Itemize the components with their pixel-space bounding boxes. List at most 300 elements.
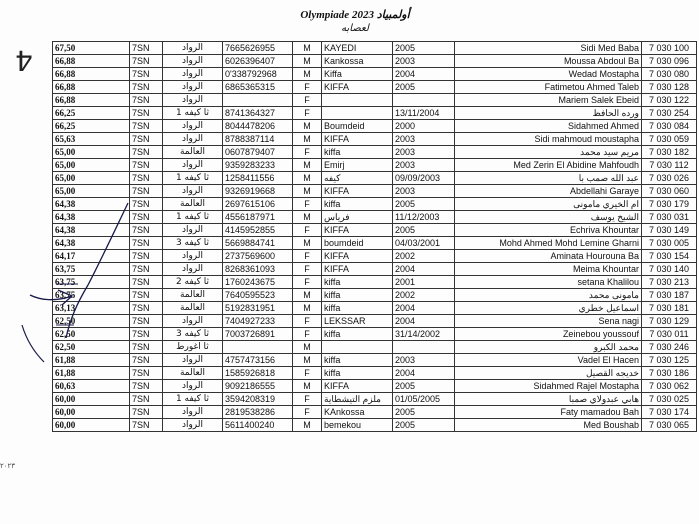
name-cell: ام الخيري مامونى [455,198,642,211]
city-cell: kiffa [322,328,393,341]
phone-cell: 9326919668 [223,185,293,198]
table-row [53,263,697,276]
id-cell: 7 030 080 [642,68,697,81]
class-cell: 7SN [130,276,163,289]
id-cell: 7 030 181 [642,302,697,315]
school-cell: الرواد [163,263,223,276]
school-cell: ثا كيفه 1 [163,172,223,185]
name-cell: Faty mamadou Bah [455,406,642,419]
class-cell: 7SN [130,120,163,133]
school-cell: الرواد [163,185,223,198]
birthdate-cell [393,341,455,354]
id-cell: 7 030 026 [642,172,697,185]
sex-cell: M [293,354,322,367]
id-cell: 7 030 182 [642,146,697,159]
score-cell: 66,88 [53,55,130,68]
school-cell: الرواد [163,159,223,172]
birthdate-cell: 2004 [393,302,455,315]
sex-cell: F [293,315,322,328]
city-cell [322,94,393,107]
class-cell: 7SN [130,237,163,250]
phone-cell: 4556187971 [223,211,293,224]
city-cell: KAYEDI [322,42,393,55]
score-cell: 60,00 [53,393,130,406]
document-subtitle: لعصابه [341,23,369,34]
phone-cell: 7003726891 [223,328,293,341]
school-cell: ثا كيفه 1 [163,211,223,224]
score-cell: 66,88 [53,81,130,94]
id-cell: 7 030 025 [642,393,697,406]
name-cell: الشيخ يوسف [455,211,642,224]
class-cell: 7SN [130,341,163,354]
table-row [53,81,697,94]
id-cell: 7 030 149 [642,224,697,237]
name-cell: Sidahmed Ahmed [455,120,642,133]
score-cell: 65,00 [53,146,130,159]
score-cell: 61,88 [53,367,130,380]
city-cell: ملزم التيشطاية [322,393,393,406]
class-cell: 7SN [130,211,163,224]
table-row [53,185,697,198]
school-cell: الرواد [163,120,223,133]
birthdate-cell: 2005 [393,419,455,432]
birthdate-cell [393,94,455,107]
school-cell: الرواد [163,81,223,94]
results-table [52,41,697,432]
phone-cell: 2737569600 [223,250,293,263]
score-cell: 63,13 [53,302,130,315]
table-row [53,68,697,81]
city-cell: فرياس [322,211,393,224]
class-cell: 7SN [130,367,163,380]
city-cell: kiffa [322,146,393,159]
name-cell: Sena nagi [455,315,642,328]
id-cell: 7 030 186 [642,367,697,380]
school-cell: الرواد [163,315,223,328]
city-cell: KIFFA [322,133,393,146]
id-cell: 7 030 179 [642,198,697,211]
table-row [53,419,697,432]
city-cell: KIFFA [322,224,393,237]
id-cell: 7 030 062 [642,380,697,393]
table-row [53,380,697,393]
city-cell: Emirj [322,159,393,172]
city-cell: bemekou [322,419,393,432]
sex-cell: M [293,159,322,172]
city-cell: KAnkossa [322,406,393,419]
birthdate-cell: 13/11/2004 [393,107,455,120]
name-cell: Sidahmed Rajel Mostapha [455,380,642,393]
city-cell: Kiffa [322,68,393,81]
phone-cell: 0'338792968 [223,68,293,81]
birthdate-cell: 11/12/2003 [393,211,455,224]
name-cell: محمد الكبرو [455,341,642,354]
score-cell: 63,75 [53,276,130,289]
school-cell: العالمة [163,367,223,380]
class-cell: 7SN [130,419,163,432]
birthdate-cell: 31/14/2002 [393,328,455,341]
class-cell: 7SN [130,94,163,107]
name-cell: Med Boushab [455,419,642,432]
phone-cell: 8788387114 [223,133,293,146]
sex-cell: F [293,107,322,120]
class-cell: 7SN [130,354,163,367]
school-cell: الرواد [163,133,223,146]
name-cell: Echriva Khountar [455,224,642,237]
table-row [53,133,697,146]
table-row [53,315,697,328]
phone-cell: 7404927233 [223,315,293,328]
id-cell: 7 030 254 [642,107,697,120]
sex-cell: F [293,276,322,289]
class-cell: 7SN [130,393,163,406]
school-cell: الرواد [163,42,223,55]
score-cell: 63,75 [53,289,130,302]
id-cell: 7 030 005 [642,237,697,250]
id-cell: 7 030 122 [642,94,697,107]
city-cell: kiffa [322,354,393,367]
sex-cell: M [293,133,322,146]
birthdate-cell: 01/05/2005 [393,393,455,406]
score-cell: 60,63 [53,380,130,393]
class-cell: 7SN [130,68,163,81]
score-cell: 62,50 [53,315,130,328]
name-cell: Meima Khountar [455,263,642,276]
city-cell: Boumdeid [322,120,393,133]
birthdate-cell: 2005 [393,224,455,237]
table-row [53,237,697,250]
phone-cell: 3594208319 [223,393,293,406]
city-cell: boumdeid [322,237,393,250]
birthdate-cell: 2003 [393,55,455,68]
phone-cell: 9359283233 [223,159,293,172]
school-cell: الرواد [163,354,223,367]
school-cell: ثا اغورط [163,341,223,354]
birthdate-cell: 04/03/2001 [393,237,455,250]
score-cell: 64,38 [53,224,130,237]
name-cell: عبد الله صمب با [455,172,642,185]
id-cell: 7 030 059 [642,133,697,146]
phone-cell: 4145952855 [223,224,293,237]
phone-cell: 1258411556 [223,172,293,185]
birthdate-cell: 2005 [393,81,455,94]
city-cell: KIFFA [322,380,393,393]
sex-cell: M [293,211,322,224]
sex-cell: M [293,120,322,133]
id-cell: 7 030 112 [642,159,697,172]
phone-cell: 9092186555 [223,380,293,393]
school-cell: الرواد [163,250,223,263]
sex-cell: M [293,380,322,393]
id-cell: 7 030 011 [642,328,697,341]
school-cell: العالمة [163,146,223,159]
sex-cell: F [293,328,322,341]
birthdate-cell: 2004 [393,68,455,81]
class-cell: 7SN [130,133,163,146]
score-cell: 66,88 [53,68,130,81]
score-cell: 67,50 [53,42,130,55]
school-cell: ثا كيفه 3 [163,237,223,250]
score-cell: 63,75 [53,263,130,276]
score-cell: 64,38 [53,237,130,250]
table-row [53,94,697,107]
id-cell: 7 030 187 [642,289,697,302]
city-cell [322,107,393,120]
table-row [53,107,697,120]
name-cell: Vadel El Hacen [455,354,642,367]
class-cell: 7SN [130,250,163,263]
class-cell: 7SN [130,146,163,159]
score-cell: 65,00 [53,185,130,198]
score-cell: 66,88 [53,94,130,107]
school-cell: العالمة [163,198,223,211]
birthdate-cell: 2003 [393,133,455,146]
table-row [53,250,697,263]
id-cell: 7 030 060 [642,185,697,198]
score-cell: 64,38 [53,211,130,224]
id-cell: 7 030 084 [642,120,697,133]
sex-cell: F [293,81,322,94]
id-cell: 7 030 100 [642,42,697,55]
school-cell: الرواد [163,380,223,393]
birthdate-cell: 2002 [393,250,455,263]
class-cell: 7SN [130,172,163,185]
school-cell: الرواد [163,94,223,107]
sex-cell: M [293,289,322,302]
score-cell: 65,00 [53,159,130,172]
name-cell: Med Zerin El Abidine Mahfoudh [455,159,642,172]
id-cell: 7 030 246 [642,341,697,354]
name-cell: Moussa Abdoul Ba [455,55,642,68]
sex-cell: F [293,224,322,237]
id-cell: 7 030 096 [642,55,697,68]
table-row [53,367,697,380]
birthdate-cell: 2003 [393,354,455,367]
phone-cell: 8268361093 [223,263,293,276]
handwritten-page-number: 4 [15,44,33,77]
school-cell: الرواد [163,419,223,432]
class-cell: 7SN [130,289,163,302]
phone-cell [223,94,293,107]
phone-cell: 6026396407 [223,55,293,68]
id-cell: 7 030 140 [642,263,697,276]
birthdate-cell: 2004 [393,367,455,380]
class-cell: 7SN [130,315,163,328]
birthdate-cell: 2003 [393,185,455,198]
id-cell: 7 030 174 [642,406,697,419]
birthdate-cell: 2004 [393,315,455,328]
phone-cell: 8044478206 [223,120,293,133]
sex-cell: F [293,406,322,419]
phone-cell [223,341,293,354]
birthdate-cell: 2003 [393,146,455,159]
city-cell: kiffa [322,276,393,289]
school-cell: ثا كيفه 1 [163,107,223,120]
score-cell: 66,25 [53,107,130,120]
table-row [53,289,697,302]
city-cell [322,341,393,354]
name-cell: Mariem Salek Ebeid [455,94,642,107]
birthdate-cell: 09/09/2003 [393,172,455,185]
city-cell: Kankossa [322,55,393,68]
school-cell: العالمة [163,302,223,315]
name-cell: ورده الحافظ [455,107,642,120]
score-cell: 61,88 [53,354,130,367]
city-cell: KIFFA [322,263,393,276]
table-row [53,159,697,172]
table-row [53,276,697,289]
id-cell: 7 030 213 [642,276,697,289]
results-table-body [53,42,697,432]
phone-cell: 6865365315 [223,81,293,94]
name-cell: Mohd Ahmed Mohd Lemine Gharni [455,237,642,250]
school-cell: ثا كيفه 3 [163,328,223,341]
sex-cell: M [293,68,322,81]
sex-cell: M [293,172,322,185]
id-cell: 7 030 128 [642,81,697,94]
name-cell: Fatimetou Ahmed Taleb [455,81,642,94]
table-row [53,211,697,224]
city-cell: kiffa [322,198,393,211]
class-cell: 7SN [130,185,163,198]
phone-cell: 4757473156 [223,354,293,367]
class-cell: 7SN [130,328,163,341]
table-row [53,224,697,237]
id-cell: 7 030 065 [642,419,697,432]
class-cell: 7SN [130,42,163,55]
name-cell: مامونى محمد [455,289,642,302]
sex-cell: F [293,250,322,263]
score-cell: 60,00 [53,419,130,432]
sex-cell: M [293,185,322,198]
name-cell: Aminata Hourouna Ba [455,250,642,263]
phone-cell: 2697615106 [223,198,293,211]
birthdate-cell: 2005 [393,198,455,211]
name-cell: Zeinebou youssouf [455,328,642,341]
name-cell: setana Khalilou [455,276,642,289]
phone-cell: 1585926818 [223,367,293,380]
class-cell: 7SN [130,406,163,419]
class-cell: 7SN [130,224,163,237]
name-cell: اسماعيل خطري [455,302,642,315]
birthdate-cell: 2005 [393,406,455,419]
school-cell: ثا كيفه 2 [163,276,223,289]
class-cell: 7SN [130,302,163,315]
name-cell: خديجه القصيل [455,367,642,380]
city-cell: kiffa [322,289,393,302]
birthdate-cell: 2005 [393,380,455,393]
sex-cell: M [293,302,322,315]
name-cell: Sidi mahmoud moustapha [455,133,642,146]
phone-cell: 2819538286 [223,406,293,419]
sex-cell: F [293,94,322,107]
footer-mark: ٢٠٢٣ [0,462,16,470]
table-row [53,42,697,55]
sex-cell: M [293,341,322,354]
birthdate-cell: 2000 [393,120,455,133]
name-cell: Abdellahi Garaye [455,185,642,198]
class-cell: 7SN [130,81,163,94]
city-cell: LEKSSAR [322,315,393,328]
table-row [53,120,697,133]
ink-curve-mark [22,325,44,362]
city-cell: kiffa [322,367,393,380]
sex-cell: F [293,198,322,211]
city-cell: KIFFA [322,185,393,198]
name-cell: هابي عبدولاي صمبا [455,393,642,406]
table-row [53,55,697,68]
phone-cell: 5192831951 [223,302,293,315]
phone-cell: 7640595523 [223,289,293,302]
table-row [53,393,697,406]
score-cell: 64,38 [53,198,130,211]
score-cell: 64,17 [53,250,130,263]
school-cell: ثا كيفه 1 [163,393,223,406]
score-cell: 62,50 [53,328,130,341]
phone-cell: 8741364327 [223,107,293,120]
sex-cell: M [293,42,322,55]
id-cell: 7 030 125 [642,354,697,367]
score-cell: 66,25 [53,120,130,133]
phone-cell: 0607879407 [223,146,293,159]
score-cell: 65,00 [53,172,130,185]
sex-cell: M [293,419,322,432]
school-cell: الرواد [163,55,223,68]
class-cell: 7SN [130,198,163,211]
class-cell: 7SN [130,380,163,393]
birthdate-cell: 2003 [393,159,455,172]
city-cell: KIFFA [322,250,393,263]
table-row [53,328,697,341]
score-cell: 60,00 [53,406,130,419]
school-cell: العالمة [163,289,223,302]
table-row [53,172,697,185]
id-cell: 7 030 154 [642,250,697,263]
birthdate-cell: 2005 [393,42,455,55]
birthdate-cell: 2001 [393,276,455,289]
birthdate-cell: 2002 [393,289,455,302]
sex-cell: M [293,55,322,68]
sex-cell: F [293,367,322,380]
city-cell: كيفه [322,172,393,185]
id-cell: 7 030 129 [642,315,697,328]
name-cell: مريم سيد محمد [455,146,642,159]
school-cell: الرواد [163,406,223,419]
table-row [53,354,697,367]
table-row [53,341,697,354]
school-cell: الرواد [163,224,223,237]
table-row [53,302,697,315]
class-cell: 7SN [130,55,163,68]
birthdate-cell: 2004 [393,263,455,276]
score-cell: 65,63 [53,133,130,146]
table-row [53,146,697,159]
class-cell: 7SN [130,263,163,276]
class-cell: 7SN [130,159,163,172]
phone-cell: 7665626955 [223,42,293,55]
document-title: Olympiade 2023 أولمبياد [300,9,410,21]
table-row [53,406,697,419]
class-cell: 7SN [130,107,163,120]
sex-cell: F [293,146,322,159]
id-cell: 7 030 031 [642,211,697,224]
score-cell: 62,50 [53,341,130,354]
table-row [53,198,697,211]
phone-cell: 5611400240 [223,419,293,432]
sex-cell: F [293,263,322,276]
phone-cell: 5669884741 [223,237,293,250]
sex-cell: M [293,237,322,250]
